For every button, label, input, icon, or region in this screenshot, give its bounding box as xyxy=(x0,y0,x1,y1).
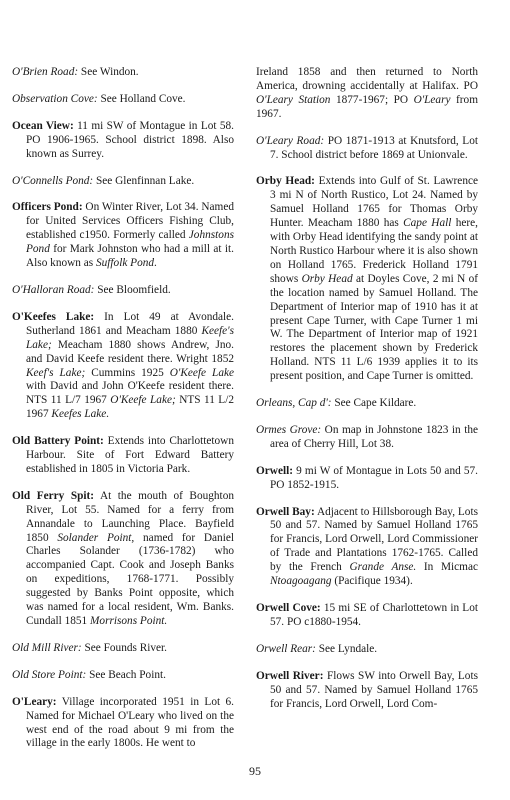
entry-text: On map in Johnstone 1823 in the area of Cherry Hill, Lot 38. xyxy=(270,423,478,450)
right-column xyxy=(256,66,478,724)
entry-headword: Orwell Bay: xyxy=(256,505,315,518)
left-column xyxy=(12,66,234,764)
italic-name: O'Keefe Lake; xyxy=(110,394,176,407)
entry-headword: Old Store Point: xyxy=(12,668,87,681)
italic-name: O'Leary Station xyxy=(256,93,331,106)
entry-text: See Founds River. xyxy=(81,641,168,654)
entry-text: See Windon. xyxy=(78,66,139,78)
italic-name: Keef's Lake; xyxy=(26,366,86,379)
entry-text: named for Daniel Charles Solander (1736-1782) who accompanied Capt. Cook and Joseph Banks on expeditions, 1768-1771. Possibly suggested by Banks Point opposite, which was named for a local resident, Wm. Banks. Cundall 1851 xyxy=(26,531,234,627)
cross-reference-entry xyxy=(256,643,478,657)
entry-headword: Ormes Grove: xyxy=(256,423,322,436)
page-number: 95 xyxy=(249,764,261,778)
entry-text: See Lyndale. xyxy=(315,642,378,655)
entry-headword: Orwell Cove: xyxy=(256,602,321,614)
entry-headword: Officers Pond: xyxy=(12,201,83,214)
cross-reference-entry xyxy=(256,135,478,163)
italic-name: O'Keefe Lake xyxy=(169,366,234,379)
entry-headword: Orwell: xyxy=(256,464,294,477)
cross-reference-entry xyxy=(12,93,234,107)
entry-text: NTS 11 L/2 1967 xyxy=(26,394,234,421)
entry-text: with David and John O'Keefe resident there. NTS 11 L/7 1967 xyxy=(26,380,234,407)
italic-name: Keefes Lake. xyxy=(51,408,110,421)
italic-name: Morrisons Point. xyxy=(90,615,168,627)
entry-headword: O'Connells Pond: xyxy=(12,174,94,187)
gazetteer-entry xyxy=(12,696,234,752)
entry-text: See Bloomfield. xyxy=(94,283,171,296)
entry-text: Village incorporated 1951 in Lot 6. Named for Michael O'Leary who lived on the west end of the road about 9 mi from the village in the early 1800s. He went to xyxy=(26,695,234,750)
italic-name: Johnstons Pond xyxy=(26,229,234,256)
entry-text: for Mark Johnston who had a mill at it. Also known as xyxy=(26,243,234,270)
entry-text: On Winter River, Lot 34. Named for United Services Officers Fishing Club, established c1950. Formerly called xyxy=(26,201,234,242)
gazetteer-entry xyxy=(256,506,478,589)
entry-headword: Old Ferry Spit: xyxy=(12,489,95,502)
entry-text: In Lot 49 at Avondale. Sutherland 1861 and Meacham 1880 xyxy=(26,310,235,337)
entry-text: At the mouth of Boughton River, Lot 55. Named for a ferry from Annandale to Launching Place. Bayfield 1850 xyxy=(26,489,234,544)
cross-reference-entry xyxy=(256,424,478,452)
cross-reference-entry xyxy=(12,642,234,656)
entry-text: See Holland Cove. xyxy=(97,92,186,105)
entry-text: Extends into Charlottetown Harbour. Site of Fort Edward Battery established in 1805 in Victoria Park. xyxy=(26,435,234,475)
entry-headword: Orleans, Cap d': xyxy=(256,397,332,410)
entry-text: PO 1871-1913 at Knutsford, Lot 7. School district before 1869 at Unionvale. xyxy=(270,134,478,161)
gazetteer-entry xyxy=(12,490,234,629)
entry-text: See Beach Point. xyxy=(86,668,166,681)
entry-headword: O'Leary: xyxy=(12,695,57,708)
entry-text: from 1967. xyxy=(256,93,478,120)
italic-name: Cape Hall xyxy=(403,217,452,230)
entry-headword: Old Mill River: xyxy=(12,641,82,654)
gazetteer-entry xyxy=(256,465,478,493)
entry-text: Flows SW into Orwell Bay, Lots 50 and 57. Named by Samuel Holland 1765 for Francis, Lord Orwell, Lord Com- xyxy=(270,669,478,710)
italic-name: Keefe's Lake; xyxy=(26,324,234,351)
entry-headword: O'Brien Road: xyxy=(12,66,79,78)
entry-text: Adjacent to Hillsborough Bay, Lots 50 and 57. Named by Samuel Holland 1765 for Francis, Lord Orwell, Lord Commissioner of Trade and Plantations 1762-1765. Called by the French xyxy=(270,505,478,574)
entry-text: 9 mi W of Montague in Lots 50 and 57. PO 1852-1915. xyxy=(270,464,478,491)
entry-headword: Orby Head: xyxy=(256,175,315,188)
entry-text: In Micmac xyxy=(416,561,478,574)
entry-text: Meacham 1880 shows Andrew, Jno. and David Keefe resident there. Wright 1852 xyxy=(26,338,234,365)
entry-text: Ireland 1858 and then returned to North America, drowning accidentally at Halifax. PO xyxy=(256,66,478,92)
cross-reference-entry xyxy=(12,66,234,80)
entry-headword: Orwell River: xyxy=(256,669,324,682)
cross-reference-entry xyxy=(12,284,234,298)
entry-text: 15 mi SE of Charlottetown in Lot 57. PO c1880-1954. xyxy=(270,602,478,628)
entry-continuation xyxy=(256,66,478,122)
entry-headword: Orwell Rear: xyxy=(256,642,316,655)
italic-name: O'Leary xyxy=(413,93,451,106)
entry-headword: Ocean View: xyxy=(12,119,74,132)
entry-headword: O'Halloran Road: xyxy=(12,283,95,296)
cross-reference-entry xyxy=(256,397,478,411)
gazetteer-entry xyxy=(256,602,478,630)
entry-text: Extends into Gulf of St. Lawrence 3 mi N of North Rustico, Lot 24. Named by Samuel Holland 1765 for Thomas Orby Hunter. Meacham 1880 has xyxy=(270,175,478,230)
entry-text: Cummins 1925 xyxy=(85,366,170,379)
entry-text: 1877-1967; PO xyxy=(330,93,414,106)
entry-headword: O'Leary Road: xyxy=(256,134,325,147)
gazetteer-entry xyxy=(12,311,234,422)
entry-text: here, with Orby Head identifying the sandy point at North Rustico Harbour where it is also shown on Holland 1765. Frederick Holland 1791 shows xyxy=(270,217,479,285)
entry-text: at Doyles Cove, 2 mi N of the location named by Samuel Holland. The Department of Interior map of 1910 has it at present Cape Turner, with Cape Turner 1 mi W. The Department of Interior map of 1921 restores the placement shown by Frederick Holland. NTS 11 L/6 1939 applies it to its present position, and Cape Turner is omitted. xyxy=(270,272,478,383)
entry-text: 11 mi SW of Montague in Lot 58. PO 1906-1965. School district 1898. Also known as Surrey. xyxy=(26,119,234,160)
cross-reference-entry xyxy=(12,669,234,683)
entry-text: (Pacifique 1934). xyxy=(331,575,413,588)
italic-name: Orby Head xyxy=(301,272,353,285)
entry-headword: O'Keefes Lake: xyxy=(12,310,95,323)
entry-headword: Observation Cove: xyxy=(12,92,98,105)
italic-name: Ntoagoagang xyxy=(270,575,332,588)
gazetteer-entry xyxy=(256,670,478,712)
entry-text: See Cape Kildare. xyxy=(331,397,417,410)
italic-name: Solander Point, xyxy=(57,531,135,544)
entry-text: See Glenfinnan Lake. xyxy=(93,174,195,187)
gazetteer-entry xyxy=(256,175,478,384)
cross-reference-entry xyxy=(12,175,234,189)
gazetteer-entry xyxy=(12,435,234,477)
italic-name: Grande Anse. xyxy=(349,561,417,574)
italic-name: Suffolk Pond xyxy=(95,257,155,270)
gazetteer-entry xyxy=(12,201,234,271)
gazetteer-entry xyxy=(12,120,234,162)
entry-headword: Old Battery Point: xyxy=(12,435,104,448)
entry-text: . xyxy=(154,257,157,270)
